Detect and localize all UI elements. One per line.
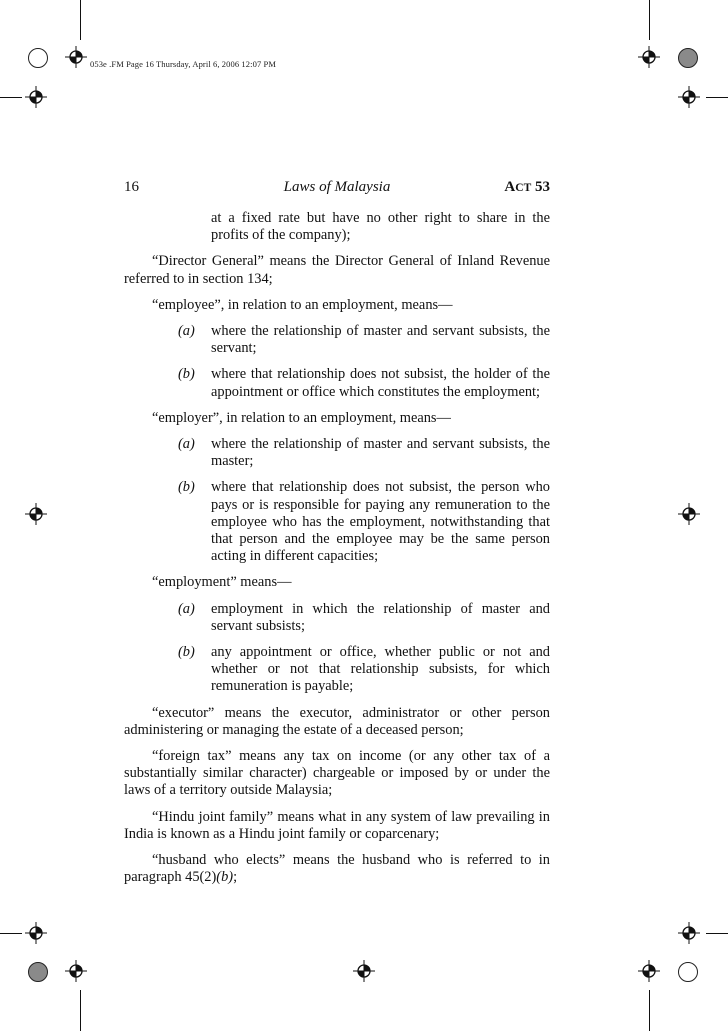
registration-mark-icon bbox=[25, 922, 47, 944]
gray-target-icon bbox=[678, 48, 698, 68]
registration-mark-icon bbox=[25, 503, 47, 525]
definition-employee-lead: “employee”, in relation to an employment, means— bbox=[152, 296, 453, 313]
print-slug: 053e .FM Page 16 Thursday, April 6, 2006 12:07 PM bbox=[90, 59, 276, 69]
crop-mark bbox=[649, 990, 650, 1031]
page-number: 16 bbox=[124, 179, 139, 195]
list-item: (b) where that relationship does not subsist, the person who pays or is responsible for paying any remuneration to the employee who has the employment, notwithstanding that that person and the employee may be the same person acting in different capacities; bbox=[178, 479, 550, 565]
running-header bbox=[124, 179, 550, 199]
registration-mark-icon bbox=[638, 46, 660, 68]
crop-mark bbox=[80, 0, 81, 40]
list-item: (a) where the relationship of master and servant subsists, the master; bbox=[178, 436, 550, 470]
registration-mark-icon bbox=[65, 46, 87, 68]
gray-target-icon bbox=[28, 962, 48, 982]
definition-director-general: “Director General” means the Director General of Inland Revenue referred to in section 134; bbox=[124, 253, 550, 287]
definition-employer-lead: “employer”, in relation to an employment, means— bbox=[152, 409, 451, 426]
crop-mark bbox=[80, 990, 81, 1031]
gray-target-icon bbox=[28, 48, 48, 68]
definition-foreign-tax: “foreign tax” means any tax on income (or any other tax of a substantially similar character) chargeable or imposed by or under the laws of a territory outside Malaysia; bbox=[124, 748, 550, 799]
registration-mark-icon bbox=[353, 960, 375, 982]
crop-mark bbox=[706, 933, 728, 934]
list-item: (b) where that relationship does not subsist, the holder of the appointment or office which constitutes the employment; bbox=[178, 366, 550, 400]
crop-mark bbox=[649, 0, 650, 40]
list-item: (b) any appointment or office, whether public or not and whether or not that relationship subsists, for which remuneration is payable; bbox=[178, 644, 550, 695]
continuation-text: at a fixed rate but have no other right to share in the profits of the company); bbox=[211, 210, 550, 244]
definition-husband-who-elects: “husband who elects” means the husband who is referred to in paragraph 45(2)(b); bbox=[124, 852, 550, 886]
list-item: (a) employment in which the relationship of master and servant subsists; bbox=[178, 600, 550, 634]
registration-mark-icon bbox=[678, 86, 700, 108]
registration-mark-icon bbox=[678, 503, 700, 525]
definition-hindu-joint-family: “Hindu joint family” means what in any system of law prevailing in India is known as a Hindu joint family or coparcenary; bbox=[124, 808, 550, 842]
registration-mark-icon bbox=[678, 922, 700, 944]
list-item: (a) where the relationship of master and servant subsists, the servant; bbox=[178, 323, 550, 357]
document-body bbox=[124, 210, 550, 887]
crop-mark bbox=[0, 97, 22, 98]
definition-employment-lead: “employment” means— bbox=[152, 574, 292, 591]
book-title: Laws of Malaysia bbox=[283, 179, 391, 195]
registration-mark-icon bbox=[25, 86, 47, 108]
crop-mark bbox=[0, 933, 22, 934]
registration-mark-icon bbox=[65, 960, 87, 982]
act-number: ACT 53 bbox=[504, 179, 550, 195]
gray-target-icon bbox=[678, 962, 698, 982]
definition-executor: “executor” means the executor, administrator or other person administering or managing the estate of a deceased person; bbox=[124, 704, 550, 738]
crop-mark bbox=[706, 97, 728, 98]
registration-mark-icon bbox=[638, 960, 660, 982]
